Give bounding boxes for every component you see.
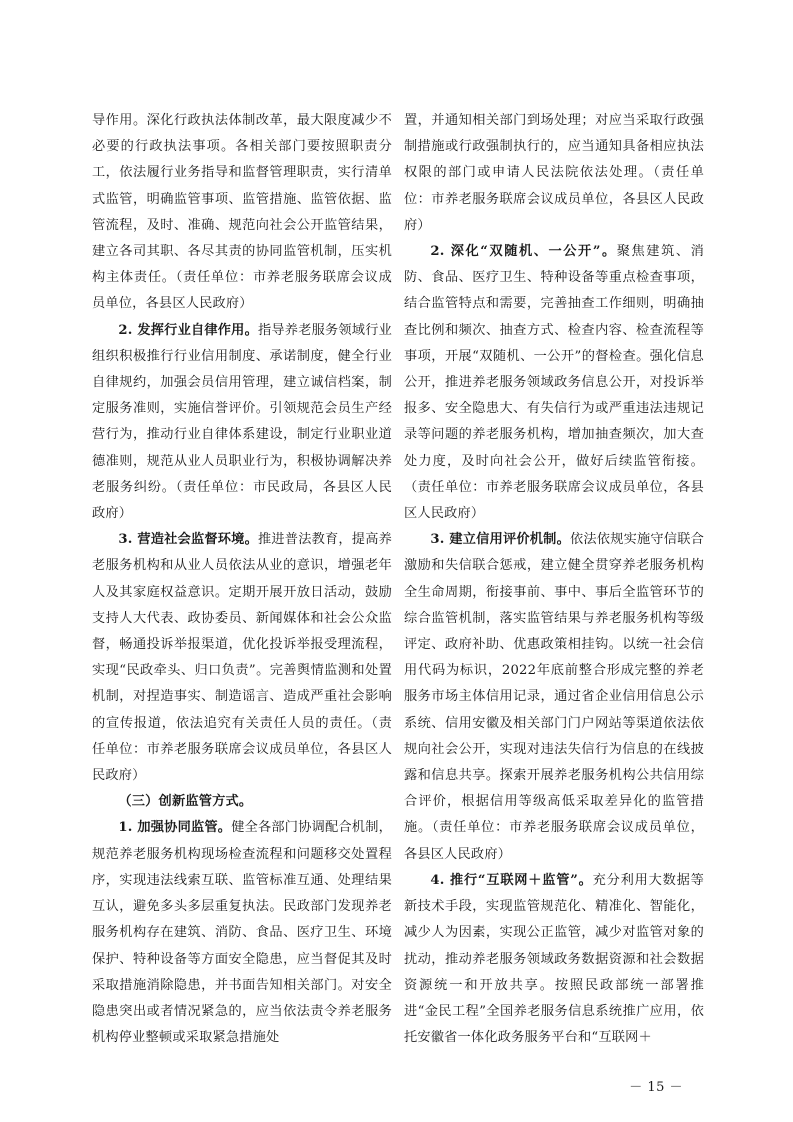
paragraph-text: 导作用。深化行政执法体制改革，最大限度减少不必要的行政执法事项。各相关部门要按照职责分工，依法履行业务指导和监督管理职责，实行清单式监管，明确监管事项、监管措施、监管依据、监管流程，及时、准确、规范向社会公开监管结果，建立各司其职、各尽其责的协同监管机制，压实机构主体责任。（责任单位：市养老服务联席会议成员单位，各县区人民政府） [92,113,392,312]
page-number: － 15 － [629,1080,683,1095]
paragraph-internet-plus-supervision [404,868,704,1051]
paragraph-continued-enforcement [404,108,704,239]
paragraph-lead: 3. 建立信用评价机制。 [430,532,570,548]
paragraph-double-random [404,239,704,527]
paragraph-lead: 4. 推行“互联网＋监管”。 [430,872,593,888]
paragraph-text: 健全各部门协调配合机制，规范养老服务机构现场检查流程和问题移交处置程序，实现违法线索互联、监管标准互通、处理结果互认，避免多头多层重复执法。民政部门发现养老服务机构存在建筑、消防、食品、医疗卫生、环境保护、特种设备等方面安全隐患，应当督促其及时采取措施消除隐患，并书面告知相关部门。对安全隐患突出或者情况紧急的，应当依法责令养老服务机构停业整顿或采取紧急措施处 [92,820,392,1046]
paragraph-industry-self-discipline [92,318,392,528]
paragraph-lead: 3. 营造社会监督环境。 [118,532,258,548]
paragraph-continued-intro [92,108,392,318]
paragraph-text: 推进普法教育，提高养老服务机构和从业人员依法从业的意识，增强老年人及其家庭权益意识。定期开展开放日活动，鼓励支持人大代表、政协委员、新闻媒体和社会公众监督，畅通投诉举报渠道，优化投诉举报受理流程，实现“民政牵头、归口负责”。完善舆情监测和处置机制，对捏造事实、制造谣言、造成严重社会影响的宣传报道，依法追究有关责任人员的责任。（责任单位：市养老服务联席会议成员单位，各县区人民政府） [92,532,392,784]
paragraph-text: 指导养老服务领域行业组织积极推行行业信用制度、承诺制度，健全行业自律规约，加强会员信用管理，建立诚信档案，制定服务准则，实施信誉评价。引领规范会员生产经营行为，推动行业自律体系建设，制定行业职业道德准则，规范从业人员职业行为，积极协调解决养老服务纠纷。（责任单位：市民政局，各县区人民政府） [92,322,392,522]
paragraph-text: 置，并通知相关部门到场处理；对应当采取行政强制措施或行政强制执行的，应当通知具备相应执法权限的部门或申请人民法院依法处理。（责任单位：市养老服务联席会议成员单位，各县区人民政府） [404,113,704,233]
right-column [404,108,704,1051]
section-heading-innovate-supervision: （三）创新监管方式。 [118,794,253,810]
paragraph-lead: 2. 发挥行业自律作用。 [118,322,258,338]
left-column [92,108,392,1051]
paragraph-lead: 1. 加强协同监管。 [118,820,232,836]
paragraph-lead: 2. 深化“双随机、一公开”。 [430,244,617,260]
paragraph-text: 聚焦建筑、消防、食品、医疗卫生、特种设备等重点检查事项，结合监管特点和需要，完善抽查工作细则，明确抽查比例和频次、抽查方式、检查内容、检查流程等事项，开展“双随机、一公开”的督检查。强化信息公开，推进养老服务领域政务信息公开，对投诉举报多、安全隐患大、有失信行为或严重违法违规记录等问题的养老服务机构，增加抽查频次，加大查处力度，及时向社会公开，做好后续监管衔接。（责任单位：市养老服务联席会议成员单位，各县区人民政府） [404,244,704,522]
paragraph-social-supervision [92,527,392,789]
paragraph-text: 充分利用大数据等新技术手段，实现监管规范化、精准化、智能化，减少人为因素，实现公正监管，减少对监管对象的扰动，推动养老服务领域政务数据资源和社会数据资源统一和开放共享。按照民政部统一部署推进“金民工程”全国养老服务信息系统推广应用，依托安徽省一体化政务服务平台和“互联网＋ [404,872,705,1046]
paragraph-coordinated-supervision [92,815,392,1051]
paragraph-credit-evaluation [404,527,704,868]
paragraph-text: 依法依规实施守信联合激励和失信联合惩戒，建立健全贯穿养老服务机构全生命周期，衔接事前、事中、事后全监管环节的综合监管机制，落实监管结果与养老服务机构等级评定、政府补助、优惠政策相挂钩。以统一社会信用代码为标识，2022年底前整合形成完整的养老服务市场主体信用记录，通过省企业信用信息公示系统、信用安徽及相关部门门户网站等渠道依法依规向社会公开，实现对违法失信行为信息的在线披露和信息共享。探索开展养老服务机构公共信用综合评价，根据信用等级高低采取差异化的监管措施。（责任单位：市养老服务联席会议成员单位，各县区人民政府） [404,532,704,862]
